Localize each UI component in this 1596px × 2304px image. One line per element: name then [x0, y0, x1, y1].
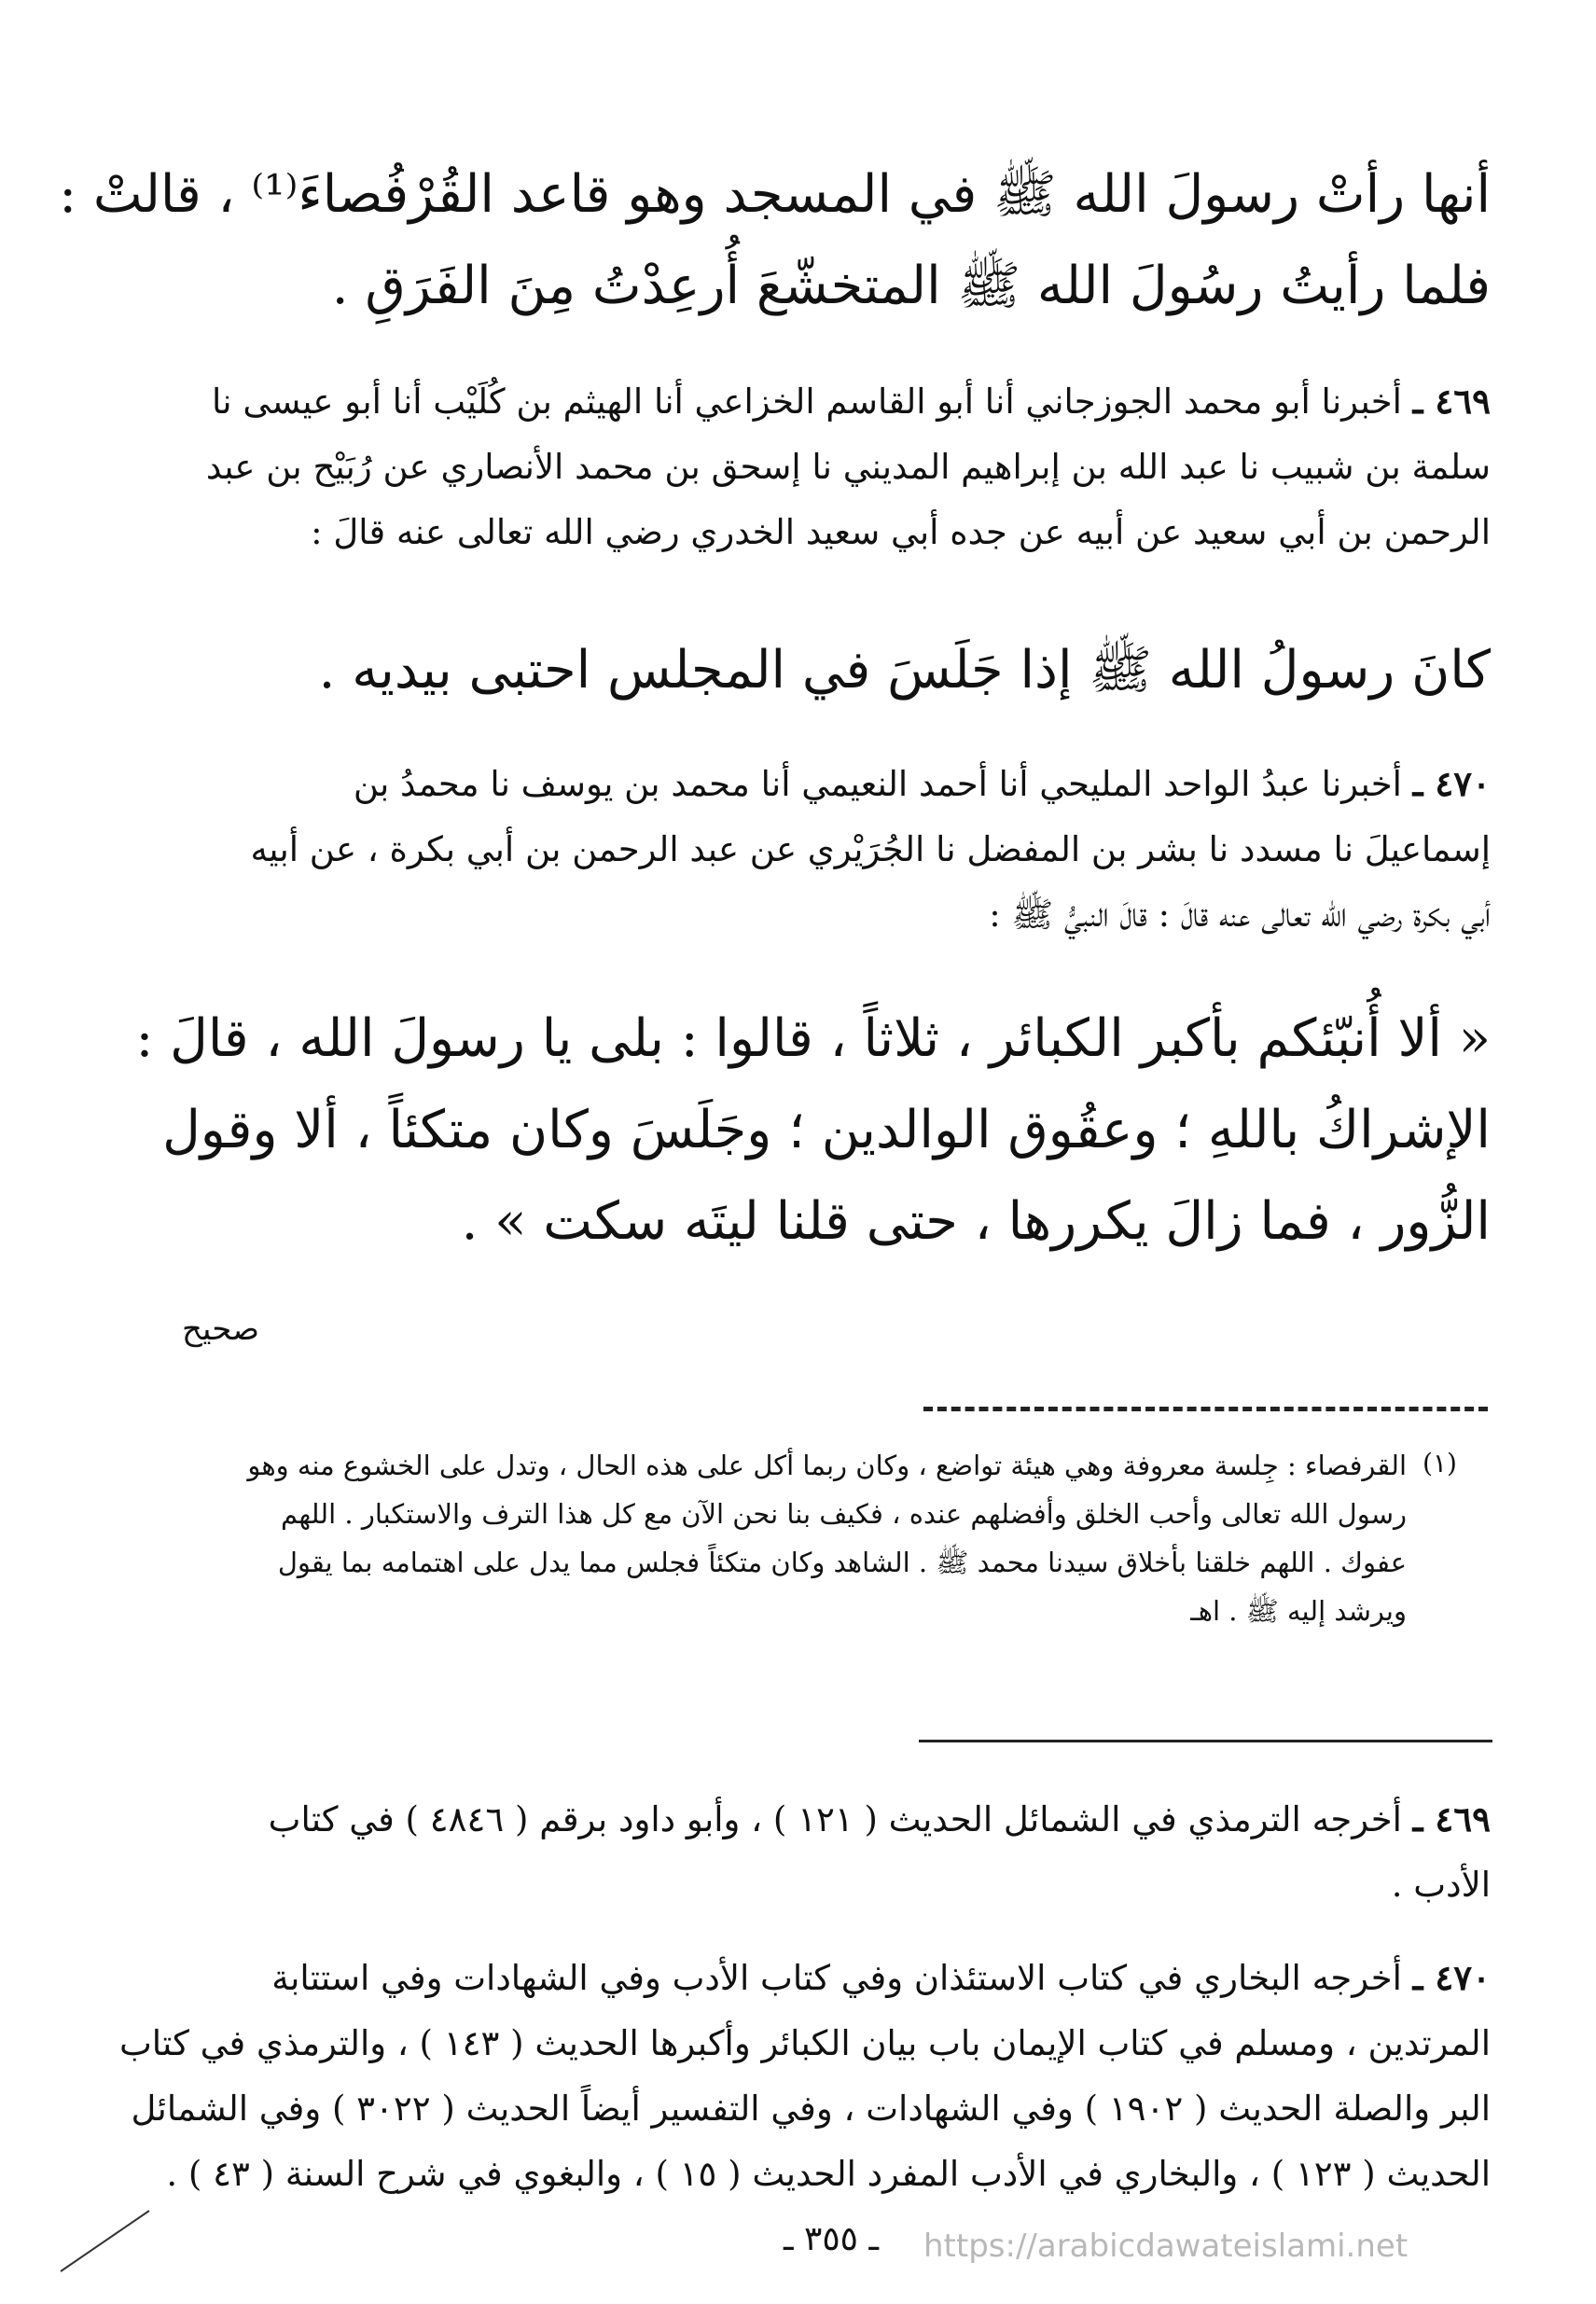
text-line: البر والصلة الحديث ( ١٩٠٢ ) وفي الشهادات ، وفي التفسير أيضاً الحديث ( ٣٠٢٢ ) وفي الشمائل — [131, 2089, 1491, 2129]
takhrij-469 — [175, 1786, 1491, 1918]
text-line: كانَ رسولُ الله ﷺ إذا جَلَسَ في المجلس احتبى بيديه . — [318, 640, 1491, 701]
footnote-marker: (١) — [1423, 1448, 1457, 1478]
text-line: سلمة بن شبيب نا عبد الله بن إبراهيم المديني نا إسحق بن محمد الأنصاري عن رُبَيْح بن عبد — [205, 447, 1491, 487]
opening-paragraph — [59, 149, 1491, 332]
grade-label: صحيح — [182, 1311, 260, 1348]
isnad-text: أخبرنا أبو محمد الجوزجاني أنا أبو القاسم الخزاعي أنا الهيثم بن كُلَيْب أنا أبو عيسى نا — [212, 382, 1402, 422]
text-line — [175, 1945, 1491, 2011]
text-line: الإشراكُ باللهِ ؛ وعقُوق الوالدين ؛ وجَلَسَ وكان متكئاً ، ألا وقول — [162, 1100, 1491, 1160]
takhrij-text: أخرجه الترمذي في الشمائل الحديث ( ١٢١ ) ، وأبو داود برقم ( ٤٨٤٦ ) في كتاب — [268, 1799, 1402, 1839]
text-line: المرتدين ، ومسلم في كتاب الإيمان باب بيان الكبائر وأكبرها الحديث ( ١٤٣ ) ، والترمذي في كتاب — [118, 2023, 1491, 2063]
watermark-url: https://arabicdawateislami.net — [923, 2228, 1409, 2265]
text-line — [175, 368, 1491, 435]
hadith-469-matn — [175, 625, 1491, 716]
text-line: الأدب . — [1391, 1865, 1491, 1905]
page-number: ـ ٣٥٥ ـ — [784, 2220, 880, 2258]
hadith-number: ٤٧٠ ـ — [1412, 763, 1491, 804]
text-line: الرحمن بن أبي سعيد عن أبيه عن جده أبي سعيد الخدري رضي الله تعالى عنه قالَ : — [311, 512, 1491, 552]
hadith-469-isnad — [175, 368, 1491, 565]
takhrij-text: أخرجه البخاري في كتاب الاستئذان وفي كتاب الأدب وفي الشهادات وفي استتابة — [271, 1958, 1402, 1998]
text-line: رسول الله تعالى وأحب الخلق وأفضلهم عنده ، فكيف بنا نحن الآن مع كل هذا الترف والاستكبار . اللهم — [281, 1498, 1407, 1530]
text-line: أبي بكرة رضي الله تعالى عنه قالَ : قالَ النبيُّ ﷺ : — [989, 895, 1491, 935]
text-line: ويرشد إليه ﷺ . اهـ — [1190, 1595, 1407, 1627]
takhrij-separator — [919, 1740, 1492, 1742]
pen-mark — [56, 2201, 159, 2276]
text-line: عفوك . اللهم خلقنا بأخلاق سيدنا محمد ﷺ . الشاهد وكان متكئاً فجلس مما يدل على اهتمامه بما يقول — [277, 1547, 1407, 1578]
text-line — [175, 1786, 1491, 1853]
text-line: الزُّور ، فما زالَ يكررها ، حتى قلنا ليتَه سكت » . — [461, 1191, 1491, 1252]
footnote-separator — [923, 1407, 1488, 1411]
text-line: القرفصاء : جِلسة معروفة وهي هيئة تواضع ، وكان ربما أكل على هذه الحال ، وتدل على الخشوع منه وهو — [247, 1450, 1407, 1481]
isnad-text: أخبرنا عبدُ الواحد المليحي أنا أحمد النعيمي أنا محمد بن يوسف نا محمدُ بن — [353, 764, 1402, 804]
text-line: « ألا أُنبّئكم بأكبر الكبائر ، ثلاثاً ، قالوا : بلى يا رسولَ الله ، قالَ : — [135, 1008, 1491, 1069]
text-line — [175, 751, 1491, 817]
hadith-number: ٤٦٩ ـ — [1412, 1798, 1491, 1839]
text-line: الحديث ( ١٢٣ ) ، والبخاري في الأدب المفرد الحديث ( ١٥ ) ، والبغوي في شرح السنة ( ٤٣ ) . — [166, 2154, 1491, 2194]
hadith-number: ٤٧٠ ـ — [1412, 1957, 1491, 1998]
text-line: إسماعيلَ نا مسدد نا بشر بن المفضل نا الجُرَيْري عن عبد الرحمن بن أبي بكرة ، عن أبيه — [250, 829, 1491, 869]
text-line: أنها رأتْ رسولَ الله ﷺ في المسجد وهو قاعد القُرْفُصاءَ⁽¹⁾ ، قالتْ : — [59, 164, 1491, 225]
text-line: فلما رأيتُ رسُولَ الله ﷺ المتخشّعَ أُرعِدْتُ مِنَ الفَرَقِ . — [331, 256, 1491, 316]
footnote — [175, 1441, 1407, 1635]
hadith-470-isnad — [175, 751, 1491, 948]
hadith-470-matn — [135, 993, 1491, 1268]
hadith-number: ٤٦٩ ـ — [1412, 381, 1491, 422]
takhrij-470 — [118, 1945, 1491, 2207]
